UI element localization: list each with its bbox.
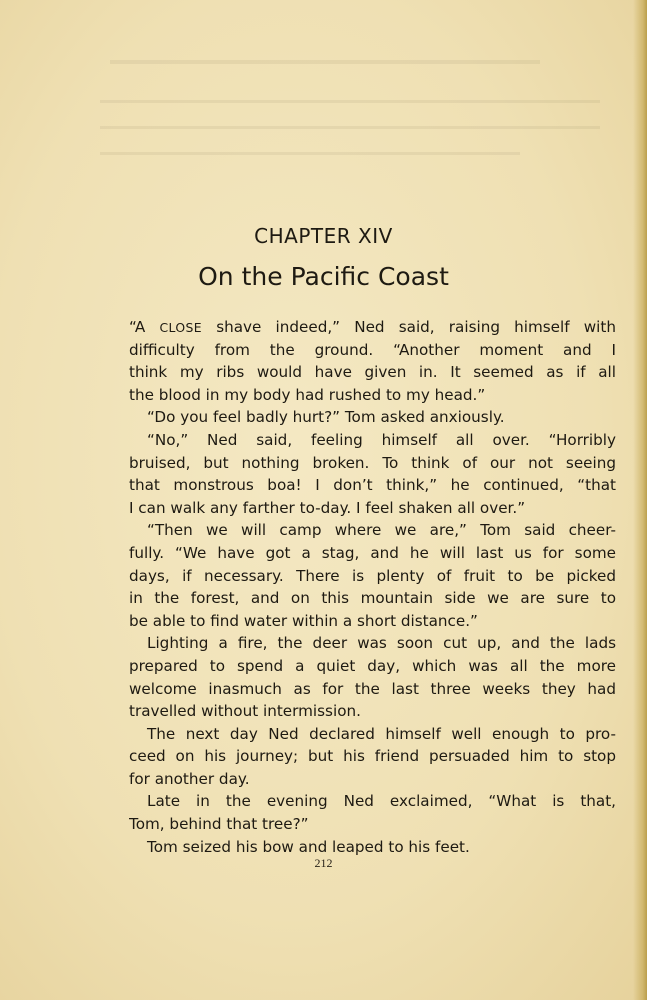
text-line: “No,” Ned said, feeling himself all over. “Horribly bbox=[147, 430, 616, 449]
text-line: Tom, behind that tree?” bbox=[129, 815, 309, 834]
first-line-rest: shave indeed,” Ned said, raising himself with bbox=[202, 318, 616, 336]
chapter-label: CHAPTER XIV bbox=[254, 224, 393, 248]
text-line: Tom seized his bow and leaped to his feet. bbox=[147, 837, 470, 856]
text-line: the blood in my body had rushed to my head.” bbox=[129, 385, 486, 404]
page-number: 212 bbox=[314, 856, 333, 870]
text-line bbox=[129, 316, 616, 339]
text-line: ceed on his journey; but his friend persuaded him to stop bbox=[129, 747, 616, 766]
small-caps-word: CLOSE bbox=[159, 320, 203, 335]
bleed-through-illustration bbox=[0, 40, 647, 180]
text-line: Late in the evening Ned exclaimed, “What is that, bbox=[147, 792, 616, 811]
text-line: think my ribs would have given in. It seemed as if all bbox=[129, 363, 616, 382]
text-line: travelled without intermission. bbox=[129, 702, 361, 721]
text-line: fully. “We have got a stag, and he will last us for some bbox=[129, 543, 616, 562]
text-line: I can walk any farther to-day. I feel shaken all over.” bbox=[129, 498, 526, 517]
body-text bbox=[129, 316, 616, 858]
text-line: be able to find water within a short distance.” bbox=[129, 611, 478, 630]
text-line: “Then we will camp where we are,” Tom said cheer- bbox=[147, 521, 616, 540]
text-line: The next day Ned declared himself well enough to pro- bbox=[147, 724, 616, 743]
text-line: in the forest, and on this mountain side we are sure to bbox=[129, 589, 616, 608]
text-line: Lighting a fire, the deer was soon cut up, and the lads bbox=[147, 634, 616, 653]
opening-quote: “A bbox=[129, 318, 160, 336]
text-line: bruised, but nothing broken. To think of our not seeing bbox=[129, 453, 616, 472]
text-line: for another day. bbox=[129, 769, 250, 788]
chapter-title: On the Pacific Coast bbox=[198, 262, 449, 291]
text-line: welcome inasmuch as for the last three weeks they had bbox=[129, 679, 616, 698]
text-line: “Do you feel badly hurt?” Tom asked anxiously. bbox=[147, 408, 505, 427]
text-line: difficulty from the ground. “Another moment and I bbox=[129, 340, 616, 359]
text-line: days, if necessary. There is plenty of fruit to be picked bbox=[129, 566, 616, 585]
text-line: that monstrous boa! I don’t think,” he continued, “that bbox=[129, 476, 616, 495]
text-line: prepared to spend a quiet day, which was all the more bbox=[129, 656, 616, 675]
